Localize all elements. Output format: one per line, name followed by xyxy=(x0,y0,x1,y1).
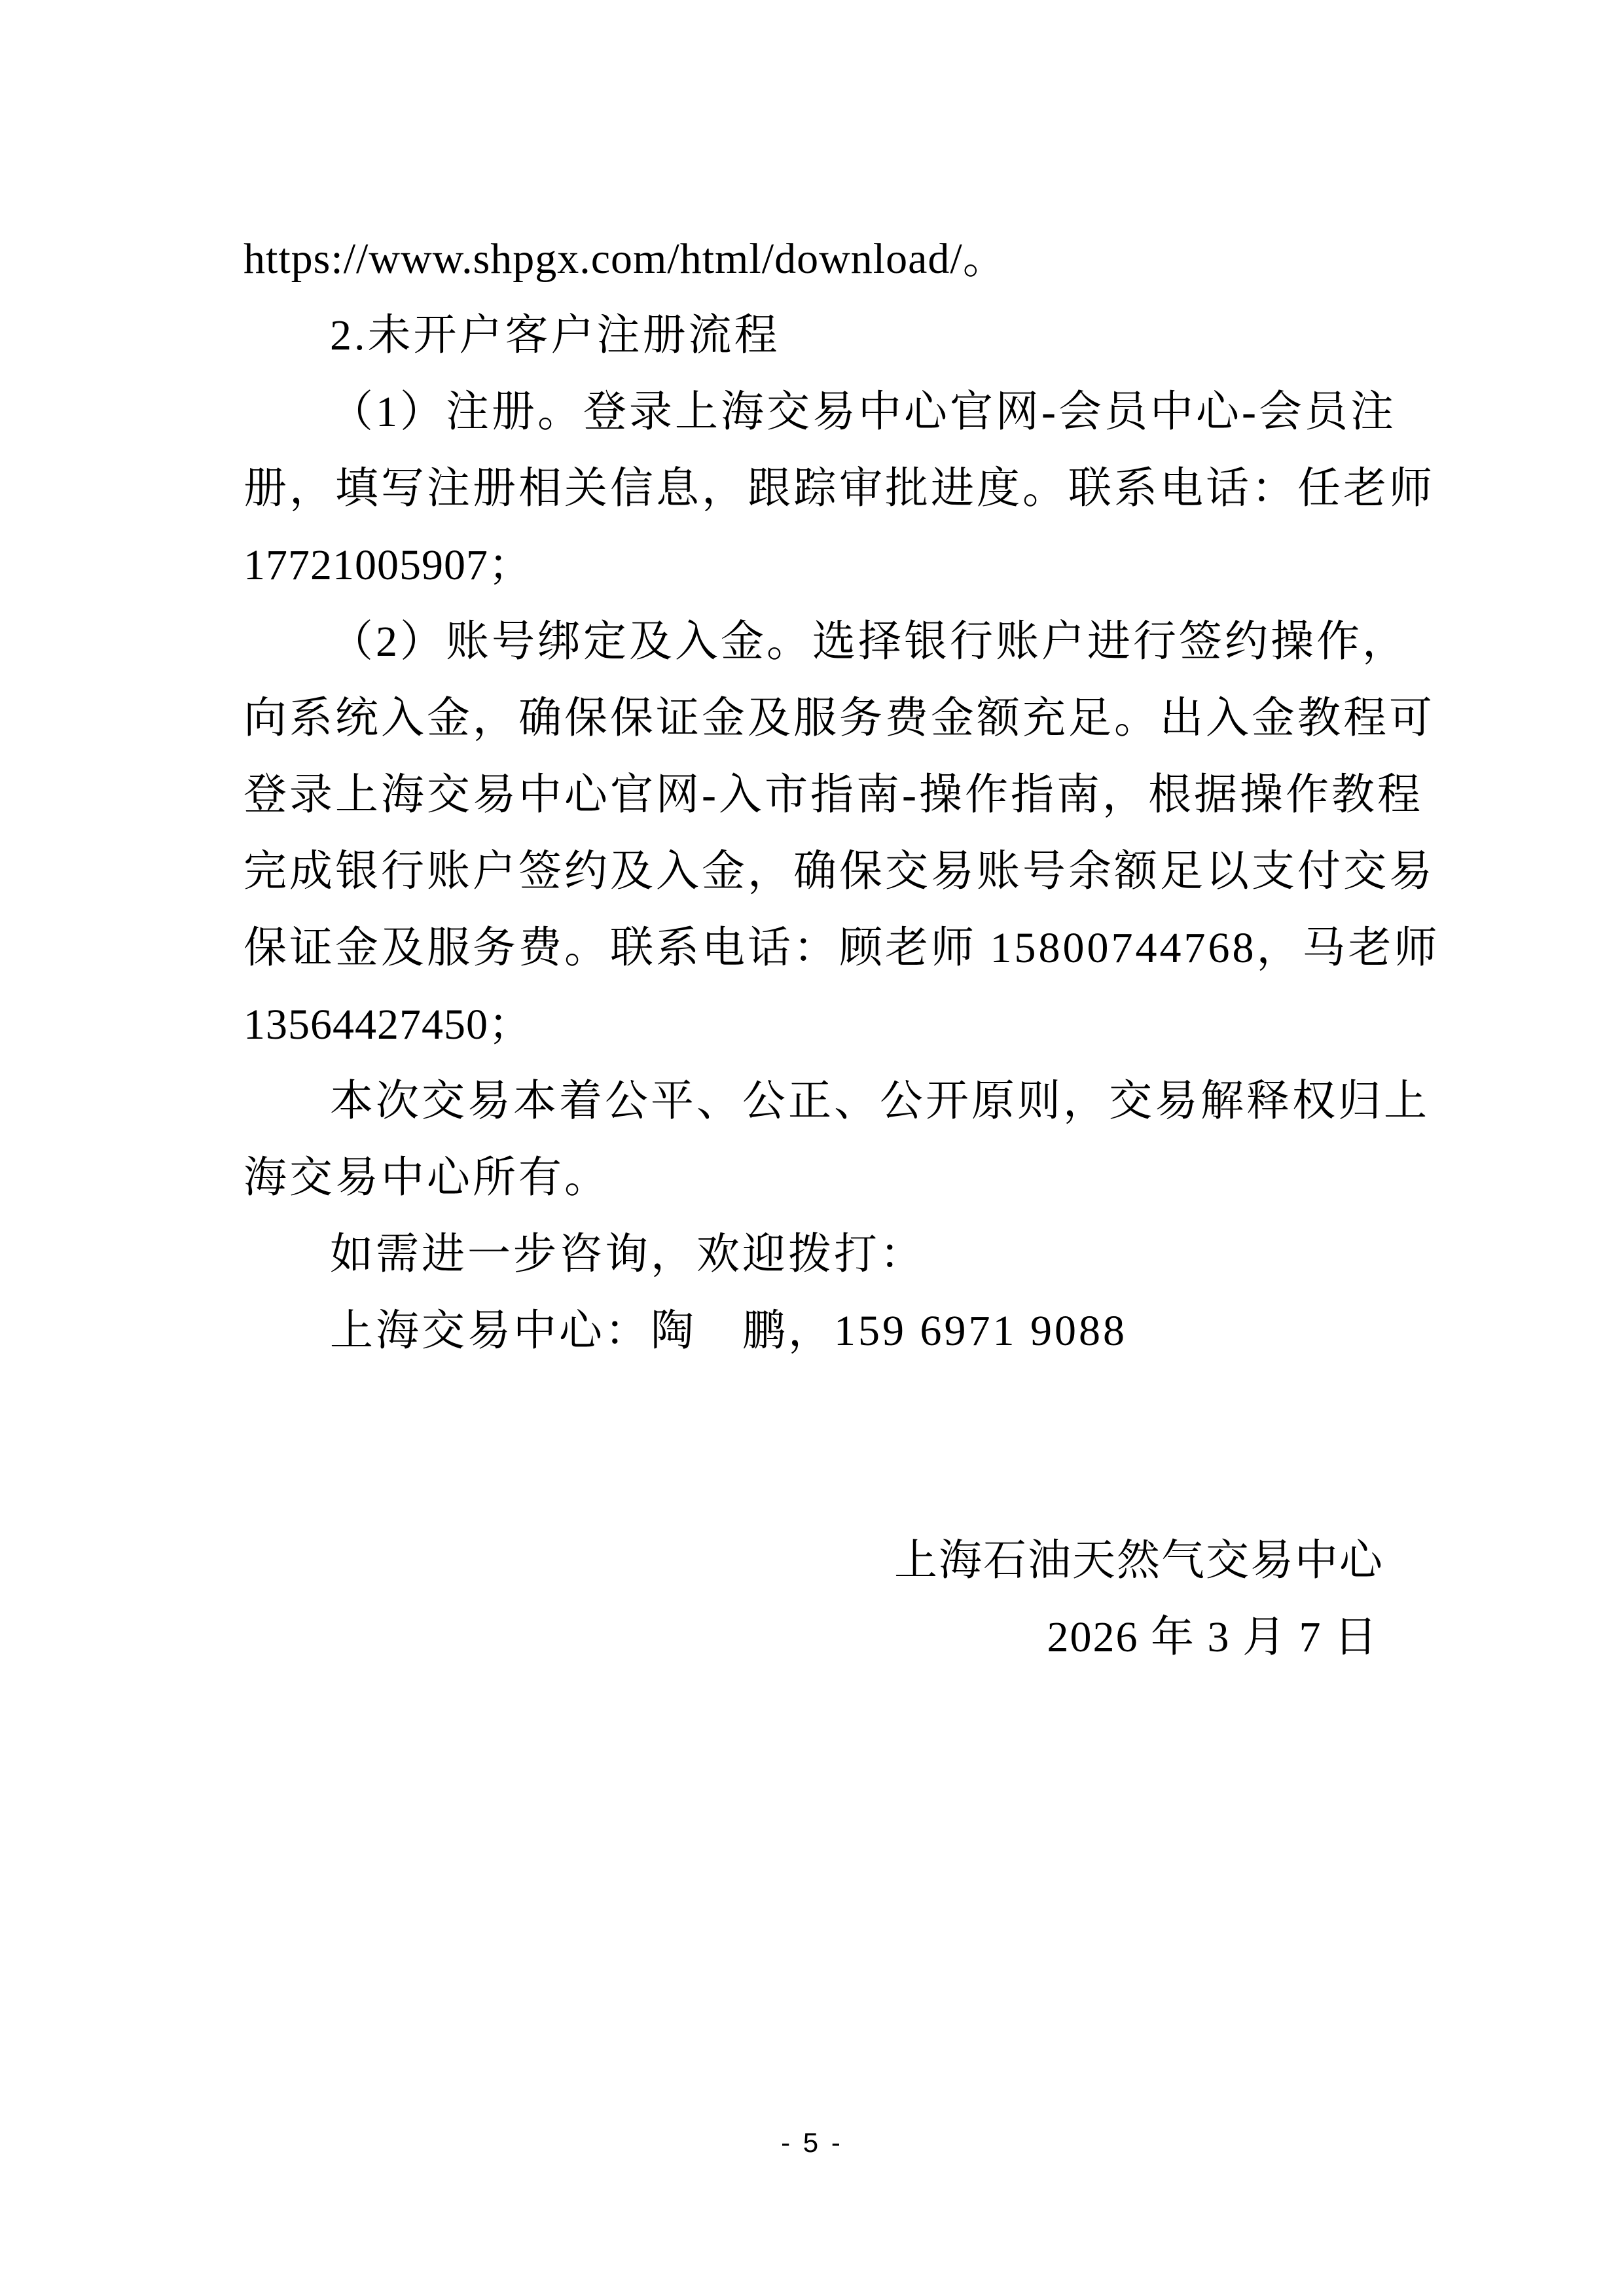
page-number: - 5 - xyxy=(781,2127,843,2158)
body-line: 海交易中心所有。 xyxy=(244,1154,610,1202)
body-line: （2）账号绑定及入金。选择银行账户进行签约操作， xyxy=(330,618,1408,666)
body-line: https://www.shpgx.com/html/download/。 xyxy=(244,235,1007,283)
body-line: 保证金及服务费。联系电话：顾老师 15800744768，马老师 xyxy=(244,924,1440,972)
body-line: 册，填写注册相关信息，跟踪审批进度。联系电话：任老师 xyxy=(244,465,1435,512)
body-lines xyxy=(244,221,1440,1369)
body-line: 上海交易中心：陶 鹏，159 6971 9088 xyxy=(330,1307,1127,1355)
body-line: 2.未开户客户注册流程 xyxy=(330,312,780,359)
document-body xyxy=(244,221,1440,1676)
body-line: 完成银行账户签约及入金，确保交易账号余额足以支付交易 xyxy=(244,848,1435,895)
blank-line xyxy=(244,1369,1396,1446)
blank-line xyxy=(244,1446,1396,1522)
body-line: 17721005907； xyxy=(244,541,532,589)
body-line: （1）注册。登录上海交易中心官网-会员中心-会员注 xyxy=(330,388,1396,436)
body-line: 13564427450； xyxy=(244,1001,532,1049)
body-line: 本次交易本着公平、公正、公开原则，交易解释权归上 xyxy=(330,1077,1430,1125)
signature-org: 上海石油天然气交易中心 xyxy=(894,1537,1384,1585)
body-line: 登录上海交易中心官网-入市指南-操作指南，根据操作教程 xyxy=(244,771,1423,819)
signature-date: 2026 年 3 月 7 日 xyxy=(1047,1613,1379,1661)
body-line: 如需进一步咨询，欢迎拨打： xyxy=(330,1230,926,1278)
body-line: 向系统入金，确保保证金及服务费金额充足。出入金教程可 xyxy=(244,694,1435,742)
